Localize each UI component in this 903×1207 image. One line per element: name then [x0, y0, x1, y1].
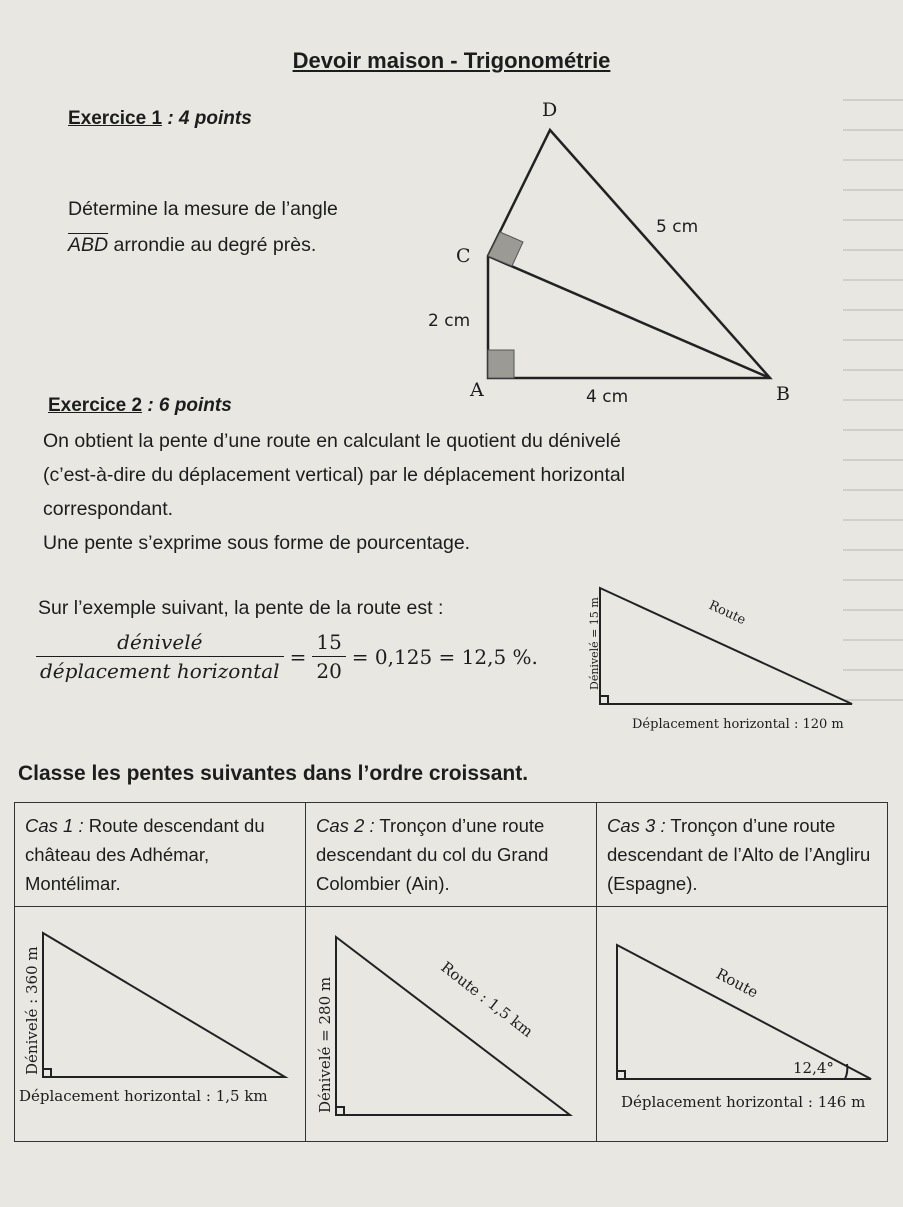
case1-triangle: [43, 933, 285, 1077]
slope-formula: [30, 630, 538, 683]
exercise1-label: Exercice 1: [68, 108, 163, 129]
fraction-numerator: dénivelé: [117, 630, 203, 654]
case3-angle-label: 12,4°: [793, 1059, 834, 1077]
exercise1-points: : 4 points: [167, 108, 252, 129]
ordering-instruction: Classe les pentes suivantes dans l’ordre croissant.: [18, 762, 529, 785]
exercise1-line2-wrap: [68, 229, 316, 261]
example-vertical-label: Dénivelé = 15 m: [588, 597, 601, 690]
fraction-denominator: déplacement horizontal: [36, 656, 284, 683]
case2-text: Tronçon d’une route descendant du col du Grand Colombier (Ain).: [316, 815, 549, 894]
cases-figure-row: [15, 907, 888, 1142]
case1-label: Cas 1 :: [25, 815, 84, 836]
exercise2-paragraph-line1: On obtient la pente d’une route en calculant le quotient du dénivelé: [43, 430, 621, 452]
label-ab-length: 4 cm: [586, 387, 629, 407]
case2-label: Cas 2 :: [316, 815, 375, 836]
exercise2-heading: [48, 395, 232, 417]
case1-horizontal-label: Déplacement horizontal : 1,5 km: [19, 1087, 268, 1105]
case3-figure: [597, 907, 887, 1133]
fraction-15: 15: [316, 630, 342, 654]
case3-route-label: Route: [713, 964, 762, 1002]
example-triangle-figure: [580, 580, 880, 740]
exercise2-label: Exercice 2: [48, 395, 143, 416]
case3-figure-cell: [597, 907, 888, 1142]
label-dc-length: 5 cm: [656, 217, 699, 237]
example-route-label: Route: [706, 598, 748, 629]
exercise2-paragraph-line2: (c’est-à-dire du déplacement vertical) par le déplacement horizontal: [43, 464, 626, 486]
case2-cell: [306, 803, 597, 907]
fraction-20: 20: [312, 656, 345, 683]
case3-right-angle: [617, 1071, 625, 1079]
case1-figure-cell: [15, 907, 306, 1142]
label-b: B: [776, 383, 790, 405]
case3-text: Tronçon d’une route descendant de l’Alto de l’Angliru (Espagne).: [607, 815, 871, 894]
case2-vertical-label: Dénivelé = 280 m: [316, 976, 334, 1113]
case3-cell: [597, 803, 888, 907]
equals-sign: =: [289, 644, 307, 669]
segment-cb: [488, 256, 770, 378]
example-right-angle: [600, 696, 608, 704]
right-angle-c: [488, 232, 523, 266]
case2-figure: [306, 907, 596, 1133]
exercise2-paragraph-line3: correspondant.: [43, 498, 174, 520]
angle-abd: $\overline{ABD}$: [68, 234, 109, 256]
case1-vertical-label: Dénivelé : 360 m: [23, 946, 41, 1075]
cases-text-row: [15, 803, 888, 907]
fraction-15-over-20: [312, 630, 345, 683]
case3-horizontal-label: Déplacement horizontal : 146 m: [621, 1093, 866, 1111]
label-ac-length: 2 cm: [428, 311, 471, 331]
exercise1-line2: arrondie au degré près.: [113, 234, 317, 256]
case2-figure-cell: [306, 907, 597, 1142]
label-c: C: [456, 245, 471, 267]
case1-right-angle: [43, 1069, 51, 1077]
example-intro: Sur l’exemple suivant, la pente de la route est :: [38, 597, 444, 619]
exercise1-heading: [68, 108, 252, 130]
case1-cell: [15, 803, 306, 907]
fraction-denivele-over-horizontal: [36, 630, 284, 683]
exercise1-line1: Détermine la mesure de l’angle: [68, 198, 338, 220]
case2-right-angle: [336, 1107, 344, 1115]
case1-text: Route descendant du château des Adhémar, Montélimar.: [25, 815, 265, 894]
case2-route-label: Route : 1,5 km: [437, 957, 537, 1041]
case3-label: Cas 3 :: [607, 815, 666, 836]
exercise2-points: : 6 points: [147, 395, 232, 416]
page-title: Devoir maison - Trigonométrie: [292, 48, 611, 73]
cases-table: [14, 802, 888, 1142]
label-d: D: [542, 99, 558, 121]
quadrilateral: [488, 130, 770, 378]
formula-result: = 0,125 = 12,5 %.: [351, 644, 538, 669]
label-a: A: [470, 379, 484, 401]
example-horizontal-label: Déplacement horizontal : 120 m: [632, 717, 844, 732]
exercise1-figure: [420, 90, 820, 410]
exercise2-paragraph-line4: Une pente s’exprime sous forme de pourcentage.: [43, 532, 471, 554]
case1-figure: [15, 907, 305, 1133]
right-angle-a: [488, 350, 514, 378]
